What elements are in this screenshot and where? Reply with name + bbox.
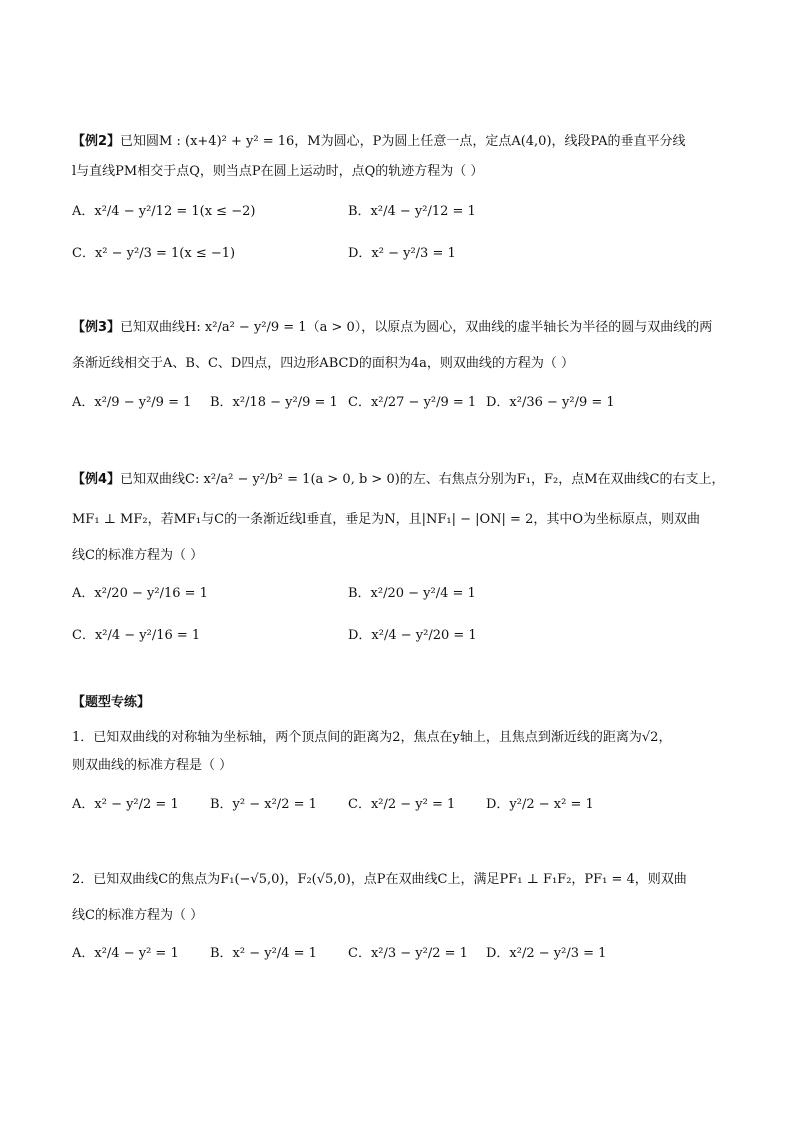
example-3-line-1 bbox=[72, 318, 732, 338]
example-3-text-1: 已知双曲线H: x²/a² − y²/9 = 1（a > 0），以原点为圆心，双曲线的虚半轴长为半径的圆与双曲线的两 bbox=[120, 320, 713, 335]
question-1-line-1: 1．已知双曲线的对称轴为坐标轴，两个顶点间的距离为2，焦点在y轴上，且焦点到渐近线的距离为√2， bbox=[72, 730, 672, 745]
example-4-line-2: MF₁ ⊥ MF₂，若MF₁与C的一条渐近线l垂直，垂足为N，且|NF₁| − |ON| = 2，其中O为坐标原点，则双曲 bbox=[72, 512, 700, 527]
question-2-option-d: D．x²/2 − y²/3 = 1 bbox=[486, 946, 607, 961]
example-4-option-c: C．x²/4 − y²/16 = 1 bbox=[72, 628, 201, 643]
question-1-line-2: 则双曲线的标准方程是（ ） bbox=[72, 758, 233, 773]
example-2-option-c: C．x² − y²/3 = 1(x ≤ −1) bbox=[72, 246, 236, 261]
example-4-tag: 【例4】 bbox=[72, 472, 121, 487]
example-4-option-d: D．x²/4 − y²/20 = 1 bbox=[348, 628, 477, 643]
example-3-option-d: D．x²/36 − y²/9 = 1 bbox=[486, 395, 615, 410]
question-1-option-a: A．x² − y²/2 = 1 bbox=[72, 797, 179, 812]
example-4-line-1 bbox=[72, 470, 732, 490]
question-1-option-b: B．y² − x²/2 = 1 bbox=[210, 797, 317, 812]
question-2-line-2: 线C的标准方程为（ ） bbox=[72, 908, 204, 923]
question-2-option-a: A．x²/4 − y² = 1 bbox=[72, 946, 179, 961]
question-2-option-b: B．x² − y²/4 = 1 bbox=[210, 946, 317, 961]
example-3-option-c: C．x²/27 − y²/9 = 1 bbox=[348, 395, 477, 410]
example-3-line-2: 条渐近线相交于A、B、C、D四点，四边形ABCD的面积为4a，则双曲线的方程为（ ） bbox=[72, 356, 575, 371]
example-2-option-d: D．x² − y²/3 = 1 bbox=[348, 246, 456, 261]
example-4-option-a: A．x²/20 − y²/16 = 1 bbox=[72, 586, 208, 601]
example-3-tag: 【例3】 bbox=[72, 320, 121, 335]
example-4-line-3: 线C的标准方程为（ ） bbox=[72, 548, 204, 563]
example-2-option-b: B．x²/4 − y²/12 = 1 bbox=[348, 204, 476, 219]
example-2-line-2: l与直线PM相交于点Q，则当点P在圆上运动时，点Q的轨迹方程为（ ） bbox=[72, 164, 484, 179]
example-2-tag: 【例2】 bbox=[72, 134, 121, 149]
example-3-option-a: A．x²/9 − y²/9 = 1 bbox=[72, 395, 192, 410]
question-1-option-c: C．x²/2 − y² = 1 bbox=[348, 797, 456, 812]
example-4-text-1: 已知双曲线C: x²/a² − y²/b² = 1(a > 0, b > 0)的左、右焦点分别为F₁，F₂，点M在双曲线C的右支上， bbox=[120, 472, 725, 487]
question-2-line-1: 2．已知双曲线C的焦点为F₁(−√5,0)，F₂(√5,0)，点P在双曲线C上，满足PF₁ ⊥ F₁F₂，PF₁ = 4，则双曲 bbox=[72, 872, 687, 887]
question-1-option-d: D．y²/2 − x² = 1 bbox=[486, 797, 594, 812]
example-2-option-a: A．x²/4 − y²/12 = 1(x ≤ −2) bbox=[72, 204, 256, 219]
question-2-option-c: C．x²/3 − y²/2 = 1 bbox=[348, 946, 468, 961]
example-3-option-b: B．x²/18 − y²/9 = 1 bbox=[210, 395, 338, 410]
example-2-line-1 bbox=[72, 132, 732, 152]
practice-heading: 【题型专练】 bbox=[72, 695, 151, 710]
example-4-option-b: B．x²/20 − y²/4 = 1 bbox=[348, 586, 476, 601]
example-2-text-1: 已知圆M : (x+4)² + y² = 16，M为圆心，P为圆上任意一点，定点A(4,0)，线段PA的垂直平分线 bbox=[120, 134, 686, 149]
